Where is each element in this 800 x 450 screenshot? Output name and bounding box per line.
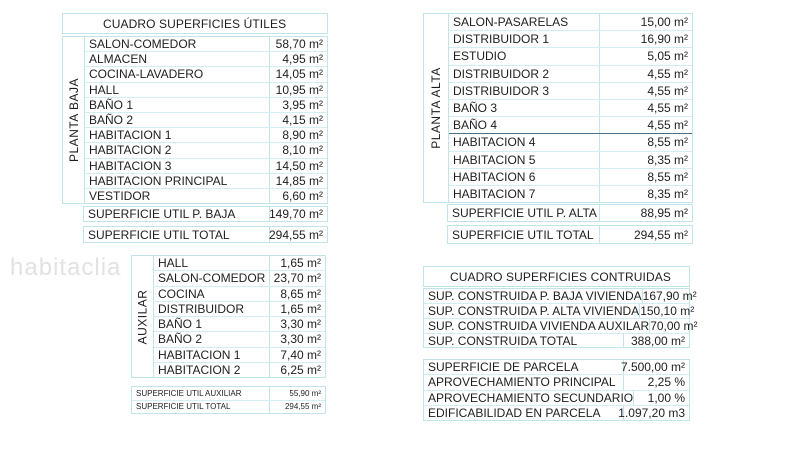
area-value: 58,70 m² — [269, 37, 327, 51]
table-row — [85, 189, 327, 203]
area-value: 8,65 m² — [269, 287, 325, 301]
area-value: 14,50 m² — [269, 159, 327, 173]
room-name: SUPERFICIE UTIL AUXILIAR — [136, 388, 242, 398]
area-value: 4,95 m² — [269, 52, 327, 66]
table-title-utiles: CUADRO SUPERFICIES ÚTILES — [62, 13, 328, 34]
table-title-construidas: CUADRO SUPERFICIES CONTRUIDAS — [423, 266, 690, 287]
area-value: 3,30 m² — [269, 317, 325, 331]
room-name: DISTRIBUIDOR 3 — [453, 83, 550, 98]
table-row — [424, 289, 697, 304]
table-row — [85, 52, 327, 67]
room-name: BAÑO 4 — [453, 118, 498, 133]
area-value: 150,10 m² — [639, 304, 698, 318]
area-value: 8,35 m² — [599, 186, 692, 202]
room-name: SUP. CONSTRUIDA P. BAJA VIVIENDA — [428, 289, 642, 303]
room-name: BAÑO 3 — [453, 101, 498, 116]
auxiliar-summary — [131, 386, 326, 414]
table-row — [449, 152, 692, 169]
area-value: 1.097,20 m3 — [623, 406, 689, 420]
area-value: 4,55 m² — [599, 100, 692, 116]
room-name: HALL — [89, 82, 120, 97]
table-planta-baja — [62, 36, 328, 204]
room-name: SUPERFICIE UTIL TOTAL — [452, 227, 594, 242]
table-row — [85, 67, 327, 82]
table-row — [84, 207, 327, 221]
table-row — [85, 174, 327, 189]
room-name: HABITACION PRINCIPAL — [89, 173, 228, 188]
table-row — [449, 100, 692, 117]
table-row — [449, 134, 692, 151]
area-value: 14,05 m² — [269, 67, 327, 81]
side-label — [63, 37, 85, 203]
area-value: 8,35 m² — [599, 152, 692, 168]
room-name: HABITACION 6 — [453, 169, 536, 184]
area-value: 55,90 m² — [269, 387, 325, 400]
table-row — [154, 271, 325, 286]
table-row — [448, 226, 692, 243]
area-value: 2,25 % — [623, 375, 689, 389]
side-label-text: PLANTA ALTA — [429, 67, 443, 149]
room-name: SALON-COMEDOR — [89, 37, 197, 52]
area-value: 4,55 m² — [599, 66, 692, 82]
room-name: SALON-COMEDOR — [158, 271, 266, 286]
table-row — [154, 348, 325, 363]
subtotal-row — [447, 204, 693, 222]
table-row — [449, 117, 692, 134]
room-name: SALON-PASARELAS — [453, 15, 569, 30]
table-row — [449, 66, 692, 83]
room-name: HABITACION 1 — [158, 347, 241, 362]
watermark: habitaclia — [10, 254, 122, 281]
room-name: SUP. CONSTRUIDA TOTAL — [428, 334, 578, 348]
room-name: BAÑO 2 — [158, 332, 203, 347]
room-name: HABITACION 4 — [453, 135, 536, 150]
room-name: SUP. CONSTRUIDA P. ALTA VIVIENDA — [428, 304, 640, 318]
table-row — [154, 363, 325, 377]
table-row — [424, 360, 689, 375]
table-row — [424, 406, 689, 420]
room-name: ESTUDIO — [453, 49, 507, 64]
table-row — [449, 169, 692, 186]
room-name: HABITACION 1 — [89, 128, 172, 143]
room-name: BAÑO 1 — [89, 97, 134, 112]
table-row — [154, 287, 325, 302]
area-value: 8,90 m² — [269, 128, 327, 142]
area-value: 167,90 m² — [642, 289, 701, 303]
area-value: 8,55 m² — [599, 169, 692, 185]
table-row — [154, 256, 325, 271]
subtotal-row — [83, 206, 328, 222]
room-name: SUPERFICIE UTIL P. ALTA — [452, 206, 597, 220]
room-name: DISTRIBUIDOR 2 — [453, 66, 550, 81]
area-value: 8,55 m² — [599, 134, 692, 150]
room-name: SUPERFICIE UTIL P. BAJA — [88, 207, 236, 221]
area-value: 149,70 m² — [269, 207, 327, 221]
area-value: 3,30 m² — [269, 332, 325, 346]
area-value: 294,55 m² — [599, 226, 692, 243]
table-row — [132, 387, 325, 401]
area-value: 4,55 m² — [599, 117, 692, 133]
side-label-text: PLANTA BAJA — [66, 78, 81, 162]
table-row — [154, 317, 325, 332]
table-row — [449, 31, 692, 48]
table-row — [154, 302, 325, 317]
room-name: HABITACION 3 — [89, 158, 172, 173]
room-name: BAÑO 1 — [158, 317, 203, 332]
room-name: SUPERFICIE DE PARCELA — [428, 360, 579, 375]
table-row — [424, 375, 689, 390]
area-value: 8,10 m² — [269, 143, 327, 157]
area-value: 294,55 m² — [269, 227, 327, 242]
side-label — [132, 256, 154, 377]
room-name: SUPERFICIE UTIL TOTAL — [136, 402, 231, 412]
table-row — [85, 143, 327, 158]
table-row — [449, 48, 692, 65]
table-row — [85, 128, 327, 143]
table-row — [132, 401, 325, 414]
room-name: DISTRIBUIDOR 1 — [453, 32, 550, 47]
table-row — [448, 205, 692, 221]
side-label-text: AUXILAR — [135, 289, 150, 344]
area-value: 5,05 m² — [599, 48, 692, 64]
area-value: 1,00 % — [633, 391, 689, 405]
area-value: 4,55 m² — [599, 83, 692, 99]
room-name: DISTRIBUIDOR — [158, 301, 245, 316]
area-value: 1,65 m² — [269, 302, 325, 316]
room-name: HABITACION 7 — [453, 186, 536, 201]
room-name: EDIFICABILIDAD EN PARCELA — [428, 405, 601, 420]
table-row — [85, 113, 327, 128]
room-name: ALMACEN — [89, 52, 148, 67]
side-label — [424, 14, 449, 202]
table-row — [84, 227, 327, 242]
table-row — [449, 186, 692, 202]
table-row — [85, 83, 327, 98]
room-name: BAÑO 2 — [89, 113, 134, 128]
area-value: 23,70 m² — [269, 271, 325, 285]
table-row — [85, 37, 327, 52]
total-row — [83, 226, 328, 243]
table-row — [85, 98, 327, 113]
room-name: SUPERFICIE UTIL TOTAL — [88, 227, 230, 242]
room-name: APROVECHAMIENTO SECUNDARIO — [428, 390, 634, 405]
table-row — [154, 332, 325, 347]
area-value: 7,40 m² — [269, 348, 325, 362]
room-name: HALL — [158, 256, 189, 271]
area-value: 16,90 m² — [599, 31, 692, 47]
room-name: APROVECHAMIENTO PRINCIPAL — [428, 375, 616, 390]
room-name: HABITACION 2 — [158, 362, 241, 377]
table-row — [449, 83, 692, 100]
table-row — [424, 319, 698, 334]
area-value: 4,15 m² — [269, 113, 327, 127]
table-planta-alta — [423, 13, 693, 203]
area-value: 1,65 m² — [269, 256, 325, 270]
room-name: SUP. CONSTRUIDA VIVIENDA AUXILAR — [428, 319, 650, 333]
table-construidas — [423, 288, 698, 348]
table-row — [424, 334, 689, 348]
area-value: 88,95 m² — [599, 205, 692, 221]
room-name: COCINA — [158, 286, 205, 301]
area-value: 7.500,00 m² — [623, 360, 689, 374]
table-row — [424, 391, 689, 406]
area-value: 15,00 m² — [599, 14, 692, 30]
area-value: 70,00 m² — [649, 319, 701, 333]
table-parcela — [423, 359, 690, 421]
table-row — [85, 159, 327, 174]
area-value: 14,85 m² — [269, 174, 327, 188]
room-name: HABITACION 5 — [453, 152, 536, 167]
area-value: 10,95 m² — [269, 83, 327, 97]
table-row — [424, 304, 695, 319]
area-value: 294,55 m² — [269, 401, 325, 414]
room-name: VESTIDOR — [89, 188, 151, 203]
area-value: 6,60 m² — [269, 189, 327, 203]
area-value: 388,00 m² — [623, 334, 689, 348]
table-auxiliar — [131, 255, 326, 378]
area-value: 3,95 m² — [269, 98, 327, 112]
area-value: 6,25 m² — [269, 363, 325, 377]
total-row — [447, 225, 693, 244]
table-row — [449, 14, 692, 31]
room-name: HABITACION 2 — [89, 143, 172, 158]
room-name: COCINA-LAVADERO — [89, 67, 204, 82]
